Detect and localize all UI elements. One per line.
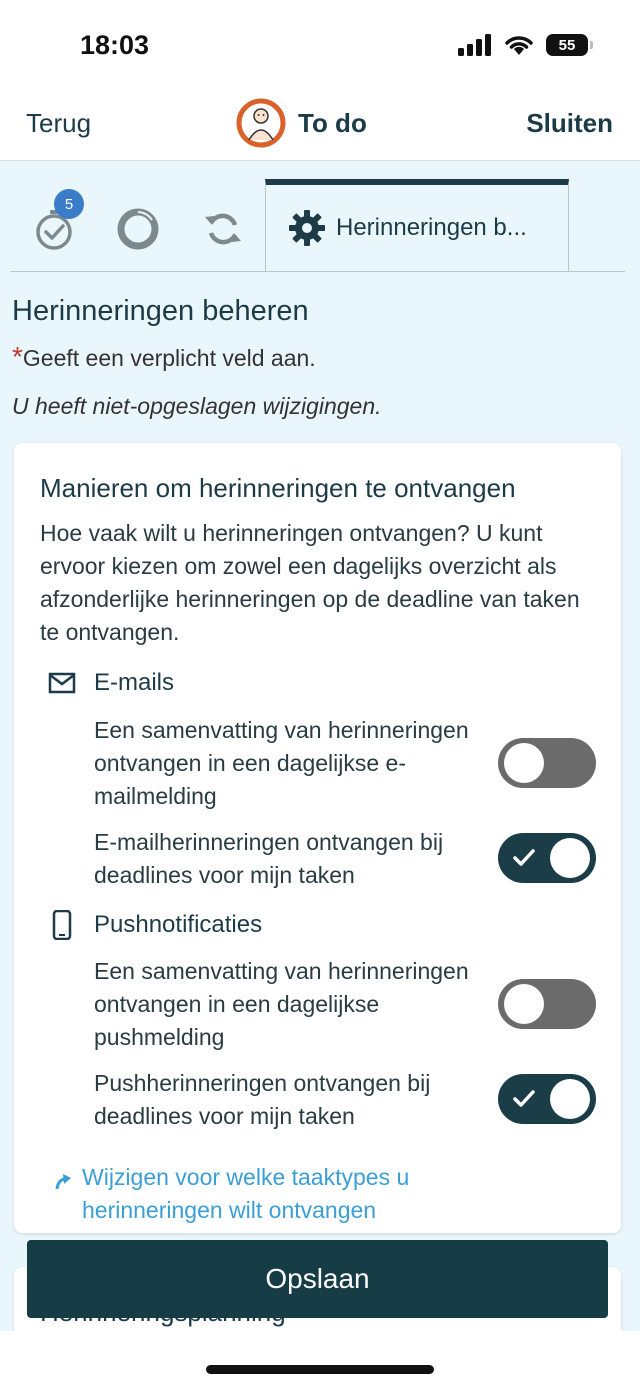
back-button[interactable]: Terug bbox=[26, 108, 92, 138]
battery-icon bbox=[546, 34, 588, 56]
email-heading-label: E-mails bbox=[94, 669, 175, 696]
main-content bbox=[0, 161, 640, 1331]
unsaved-changes-notice: U heeft niet-opgeslagen wijzigingen. bbox=[12, 393, 382, 419]
reminder-methods-card bbox=[14, 443, 621, 1233]
status-icons bbox=[458, 34, 588, 56]
refresh-icon bbox=[201, 207, 245, 251]
status-bar bbox=[0, 0, 640, 90]
required-note-text: Geeft een verplicht veld aan. bbox=[22, 345, 316, 371]
push-daily-summary-label: Een samenvatting van herinneringen ontvangen in een dagelijkse pushmelding bbox=[94, 958, 469, 1050]
email-deadline-label: E-mailherinneringen ontvangen bij deadlines voor mijn taken bbox=[94, 829, 444, 888]
nav-header bbox=[0, 90, 640, 161]
task-count-badge: 5 bbox=[54, 189, 84, 219]
progress-ring-icon bbox=[116, 207, 160, 251]
gear-icon bbox=[288, 209, 326, 247]
toggle-knob bbox=[504, 984, 544, 1024]
save-button[interactable]: Opslaan bbox=[27, 1240, 608, 1318]
push-heading-label: Pushnotificaties bbox=[94, 911, 263, 938]
task-types-link-text: Wijzigen voor welke taaktypes u herinneringen wilt ontvangen bbox=[82, 1164, 410, 1223]
external-link-icon bbox=[54, 1173, 72, 1191]
home-indicator[interactable] bbox=[206, 1365, 434, 1374]
status-time: 18:03 bbox=[80, 30, 150, 60]
close-button[interactable]: Sluiten bbox=[526, 108, 613, 138]
nav-title-group bbox=[236, 98, 367, 148]
nav-title: To do bbox=[298, 107, 367, 138]
cellular-signal-icon bbox=[458, 34, 492, 56]
home-indicator-area bbox=[0, 1331, 640, 1387]
card-title: Manieren om herinneringen te ontvangen bbox=[40, 473, 516, 503]
tab-progress[interactable] bbox=[116, 207, 160, 251]
task-types-link[interactable] bbox=[54, 1161, 502, 1227]
toggle-knob bbox=[504, 743, 544, 783]
tab-reminders[interactable] bbox=[265, 179, 569, 271]
email-section-heading bbox=[48, 669, 174, 697]
email-daily-summary-toggle[interactable] bbox=[498, 738, 596, 788]
push-deadline-label: Pushherinneringen ontvangen bij deadlines voor mijn taken bbox=[94, 1070, 431, 1129]
card-description: Hoe vaak wilt u herinneringen ontvangen? U kunt ervoor kiezen om zowel een dagelijks overzicht als afzonderlijke herinneringen op de deadline van taken te ontvangen. bbox=[40, 520, 580, 645]
toggle-knob bbox=[550, 838, 590, 878]
required-field-note bbox=[12, 341, 316, 377]
push-daily-summary-toggle[interactable] bbox=[498, 979, 596, 1029]
push-section-heading bbox=[48, 910, 262, 940]
push-deadline-toggle[interactable] bbox=[498, 1074, 596, 1124]
toggle-knob bbox=[550, 1079, 590, 1119]
smartphone-icon bbox=[48, 910, 76, 940]
tab-bar bbox=[10, 179, 625, 272]
tab-reminders-label: Herinneringen b... bbox=[336, 214, 527, 241]
app-logo-icon bbox=[236, 98, 286, 148]
check-icon bbox=[512, 1086, 536, 1110]
required-star: * bbox=[12, 341, 23, 372]
wifi-icon bbox=[504, 34, 534, 56]
email-daily-summary-label: Een samenvatting van herinneringen ontvangen in een dagelijkse e-mailmelding bbox=[94, 717, 469, 809]
check-icon bbox=[512, 845, 536, 869]
battery-level: 55 bbox=[558, 36, 576, 54]
tab-recurring[interactable] bbox=[201, 207, 245, 251]
page-title: Herinneringen beheren bbox=[12, 295, 309, 327]
envelope-icon bbox=[48, 672, 76, 694]
email-deadline-toggle[interactable] bbox=[498, 833, 596, 883]
